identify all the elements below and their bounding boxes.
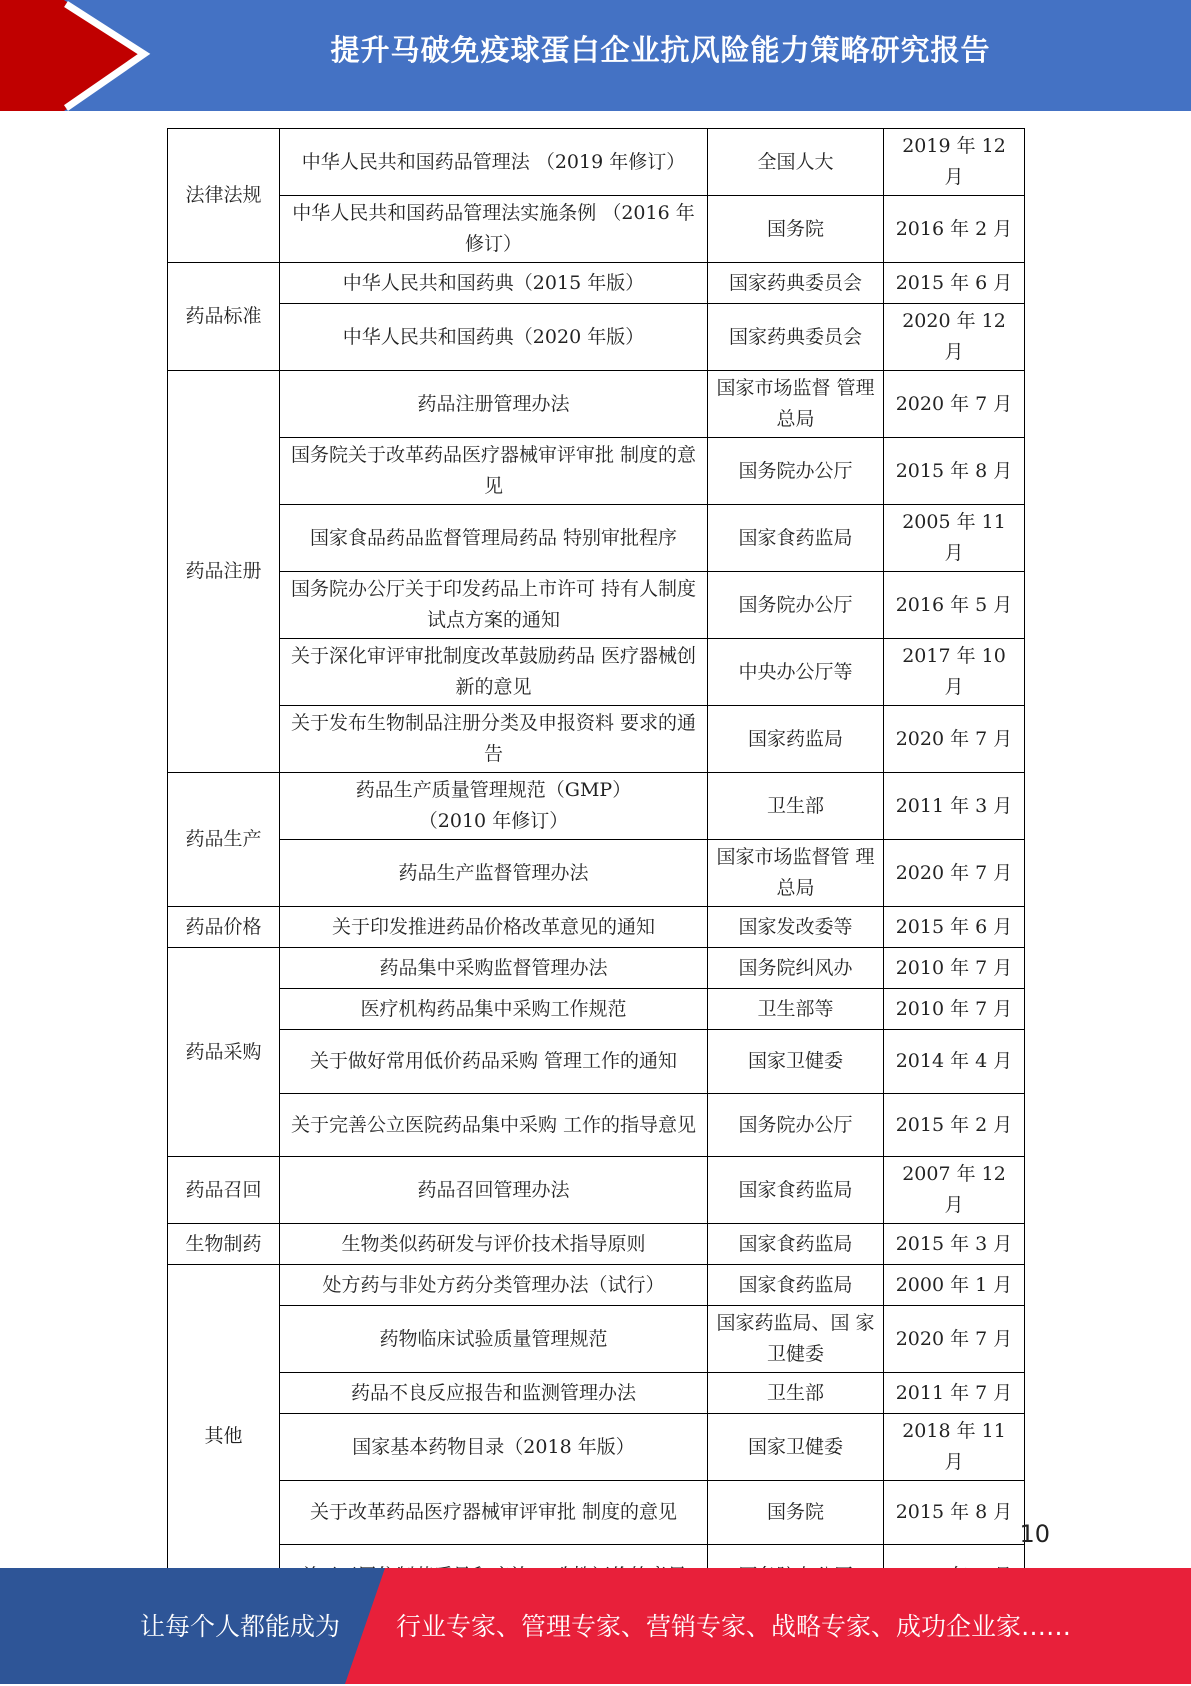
issuer-cell: 国家食药监局 (708, 505, 884, 572)
table-row (168, 1265, 1025, 1306)
table-row (168, 1224, 1025, 1265)
date-cell: 2018 年 11 月 (884, 1414, 1025, 1481)
issuer-cell: 卫生部等 (708, 989, 884, 1030)
date-cell: 2020 年 7 月 (884, 706, 1025, 773)
issuer-cell: 国家卫健委 (708, 1414, 884, 1481)
table-row (168, 304, 1025, 371)
table-row (168, 773, 1025, 840)
regulation-title-cell: 关于深化审评审批制度改革鼓励药品 医疗器械创新的意见 (280, 639, 708, 706)
issuer-cell: 国务院纠风办 (708, 948, 884, 989)
issuer-cell: 国家发改委等 (708, 907, 884, 948)
issuer-cell: 国家食药监局 (708, 1157, 884, 1224)
date-cell: 2016 年 5 月 (884, 572, 1025, 639)
regulation-title-cell (280, 773, 708, 840)
issuer-cell: 国务院 (708, 196, 884, 263)
table-row (168, 639, 1025, 706)
date-cell: 2007 年 12 月 (884, 1157, 1025, 1224)
date-cell: 2015 年 2 月 (884, 1094, 1025, 1157)
date-cell: 2011 年 3 月 (884, 773, 1025, 840)
regulation-title-cell: 中华人民共和国药典（2015 年版） (280, 263, 708, 304)
regulation-title-cell: 药品集中采购监督管理办法 (280, 948, 708, 989)
date-cell: 2014 年 4 月 (884, 1030, 1025, 1094)
page-header (0, 0, 1191, 111)
issuer-cell: 国家卫健委 (708, 1030, 884, 1094)
date-cell: 2010 年 7 月 (884, 989, 1025, 1030)
regulation-title-cell: 医疗机构药品集中采购工作规范 (280, 989, 708, 1030)
issuer-cell: 国家药典委员会 (708, 263, 884, 304)
issuer-cell: 国务院办公厅 (708, 438, 884, 505)
table-row (168, 840, 1025, 907)
category-cell: 药品生产 (168, 773, 280, 907)
date-cell: 2016 年 2 月 (884, 196, 1025, 263)
date-cell: 2011 年 7 月 (884, 1373, 1025, 1414)
regulation-title: 药品生产质量管理规范（GMP） (355, 779, 632, 801)
regulation-title-cell: 中华人民共和国药品管理法 （2019 年修订） (280, 129, 708, 196)
regulation-title-cell: 药物临床试验质量管理规范 (280, 1306, 708, 1373)
issuer-cell: 国家市场监督 管理总局 (708, 371, 884, 438)
table-row (168, 572, 1025, 639)
issuer-cell: 卫生部 (708, 1373, 884, 1414)
date-cell: 2015 年 3 月 (884, 1224, 1025, 1265)
issuer-cell: 卫生部 (708, 773, 884, 840)
table-row (168, 948, 1025, 989)
regulation-title-cell: 生物类似药研发与评价技术指导原则 (280, 1224, 708, 1265)
issuer-cell: 国家药监局、国 家卫健委 (708, 1306, 884, 1373)
category-cell: 药品注册 (168, 371, 280, 773)
category-cell: 法律法规 (168, 129, 280, 263)
regulation-title-cell: 药品生产监督管理办法 (280, 840, 708, 907)
date-cell: 2015 年 8 月 (884, 438, 1025, 505)
date-cell: 2005 年 11 月 (884, 505, 1025, 572)
regulation-title-cell: 关于做好常用低价药品采购 管理工作的通知 (280, 1030, 708, 1094)
regulation-title-cell: 药品召回管理办法 (280, 1157, 708, 1224)
table-row (168, 1481, 1025, 1545)
regulation-title-cell: 关于完善公立医院药品集中采购 工作的指导意见 (280, 1094, 708, 1157)
issuer-cell: 国家药监局 (708, 706, 884, 773)
table-row (168, 263, 1025, 304)
date-cell: 2015 年 6 月 (884, 907, 1025, 948)
date-cell: 2020 年 7 月 (884, 840, 1025, 907)
regulation-title-cell: 关于印发推进药品价格改革意见的通知 (280, 907, 708, 948)
issuer-cell: 国务院办公厅 (708, 1094, 884, 1157)
table-row (168, 1157, 1025, 1224)
table-row (168, 907, 1025, 948)
issuer-cell: 全国人大 (708, 129, 884, 196)
table-row (168, 989, 1025, 1030)
issuer-cell: 国家药典委员会 (708, 304, 884, 371)
table-row (168, 196, 1025, 263)
page-number: 10 (1019, 1520, 1050, 1548)
regulation-title-cell: 中华人民共和国药典（2020 年版） (280, 304, 708, 371)
regulations-table (167, 128, 1025, 1608)
table-row (168, 1030, 1025, 1094)
table-row (168, 1306, 1025, 1373)
issuer-cell: 国家市场监督管 理总局 (708, 840, 884, 907)
table-row (168, 1414, 1025, 1481)
date-cell: 2019 年 12 月 (884, 129, 1025, 196)
date-cell: 2020 年 12 月 (884, 304, 1025, 371)
issuer-cell: 中央办公厅等 (708, 639, 884, 706)
issuer-cell: 国务院 (708, 1481, 884, 1545)
report-title: 提升马破免疫球蛋白企业抗风险能力策略研究报告 (330, 33, 991, 67)
regulation-title-cell: 国家基本药物目录（2018 年版） (280, 1414, 708, 1481)
issuer-cell: 国家食药监局 (708, 1224, 884, 1265)
category-cell: 药品价格 (168, 907, 280, 948)
regulation-title-cell: 国务院关于改革药品医疗器械审评审批 制度的意见 (280, 438, 708, 505)
date-cell: 2020 年 7 月 (884, 1306, 1025, 1373)
regulation-title-cell: 关于发布生物制品注册分类及申报资料 要求的通告 (280, 706, 708, 773)
date-cell: 2017 年 10 月 (884, 639, 1025, 706)
category-cell: 生物制药 (168, 1224, 280, 1265)
issuer-cell: 国家食药监局 (708, 1265, 884, 1306)
category-cell: 药品采购 (168, 948, 280, 1157)
regulation-title-cell: 中华人民共和国药品管理法实施条例 （2016 年修订） (280, 196, 708, 263)
category-cell: 其他 (168, 1265, 280, 1608)
category-cell: 药品召回 (168, 1157, 280, 1224)
footer-slogan-right: 行业专家、管理专家、营销专家、战略专家、成功企业家…… (396, 1612, 1072, 1641)
date-cell: 2000 年 1 月 (884, 1265, 1025, 1306)
regulation-title-cell: 药品不良反应报告和监测管理办法 (280, 1373, 708, 1414)
table-row (168, 438, 1025, 505)
regulation-title-cell: 关于改革药品医疗器械审评审批 制度的意见 (280, 1481, 708, 1545)
table-row (168, 505, 1025, 572)
table-row (168, 706, 1025, 773)
table-row (168, 371, 1025, 438)
page-footer (0, 1568, 1191, 1684)
regulation-title-cell: 药品注册管理办法 (280, 371, 708, 438)
table-row (168, 1094, 1025, 1157)
regulation-title-cell: 国家食品药品监督管理局药品 特别审批程序 (280, 505, 708, 572)
date-cell: 2015 年 8 月 (884, 1481, 1025, 1545)
category-cell: 药品标准 (168, 263, 280, 371)
regulation-title-cell: 国务院办公厅关于印发药品上市许可 持有人制度试点方案的通知 (280, 572, 708, 639)
regulation-title-line2: （2010 年修订） (418, 810, 569, 832)
issuer-cell: 国务院办公厅 (708, 572, 884, 639)
date-cell: 2015 年 6 月 (884, 263, 1025, 304)
table-row (168, 1373, 1025, 1414)
regulation-title-cell: 处方药与非处方药分类管理办法（试行） (280, 1265, 708, 1306)
date-cell: 2010 年 7 月 (884, 948, 1025, 989)
footer-slogan-left: 让每个人都能成为 (140, 1612, 341, 1641)
date-cell: 2020 年 7 月 (884, 371, 1025, 438)
table-row (168, 129, 1025, 196)
